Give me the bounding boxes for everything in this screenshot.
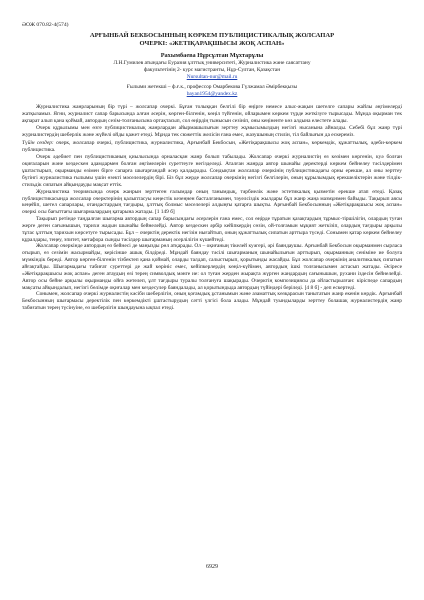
body-paragraph: Жолсапар очеркінде автордың өз бейнесі де маңызды рөл атқарады. Ол – оқиғаның тікелей куәгері, әрі баяндаушы. Арғынбай Бекбосын оқырманмен сырласа отырып, өз сезімін жасырмайды, керісінше ашық білдіреді. Мұндай баяндау тәсілі шығарманың шынайылығын арттырып, оқырманның сеніміне ие болуға мүмкіндік береді. Автор көрген-білгенін тізбектеп қана қоймай, оларды талдап, салыстырып, қорытынды жасайды. Бұл жолсапар очеркінің аналитикалық сипатын айғақтайды. Шығармадағы табиғат суреттері де жай көрініс емес, кейіпкерлердің көңіл-күйімен, автордың ішкі толғанысымен астасып жатады. Әсіресе «Жетіқарақшысы жоқ аспан» деген атаудың өзі терең символдық мәнге ие: ол туған жерден жырақта жүрген жандардың сағынышын, рухани іздесін бейнелейді. Автор осы бейне арқылы оқырманды ойға жетелеп, ұлт тағдыры туралы толғануға шақырады. Очерктің композициясы да ойластырылған: кіріспеде сапардың мақсаты айқындалып, негізгі бөлімде оқиғалар мен кездесулер баяндалады, ал қорытындыда автордың түйіндері беріледі. [4 8 б] - деп ескертеді. <box>22 243 402 291</box>
author-name: Рахымбаева Нұрсұлтан Мұхтарұлы <box>160 51 264 59</box>
keywords <box>22 140 402 154</box>
article-body <box>22 154 402 311</box>
advisor-line: Ғылыми жетекші – ф.ғ.к., профессор Омарбекова Гүлжамал Әмірбекқызы <box>126 83 298 90</box>
title-line-1: АРҒЫНБАЙ БЕКБОСЫННЫҢ КӨРКЕМ ПУБЛИЦИСТИКАЛЫҚ ЖОЛСАПАР <box>89 32 335 39</box>
page-number: 6929 <box>206 564 218 570</box>
body-paragraph: Очерк әдебиет пен публицистиканың қиылысында орналасқан жанр болып табылады. Жолсапар очеркі журналистің өз көзімен көргенін, куә болған оқиғаларын және кездескен адамдармен болған әңгімелерін суреттеуге негізделеді. Аталған жанрда автор шынайы деректерді көркем бейнелеу тәсілдерімен ұштастырып, оқырманды өзімен бірге сапарға шығарғандай әсер қалдырады. Сондықтан жолсапар очеркінің публицистикадағы орны ерекше, ал оны зерттеу бүгінгі журналистика ғылымы үшін өзекті мәселелердің бірі. Біз бұл жерде жолсапар очеркінің негізгі белгілерін, оның құрылымдық ерекшеліктерін және тілдік-стильдік сипатын айқындауды мақсат еттік. <box>22 154 402 188</box>
body-paragraph: Журналистика теориясында очерк жанрын зерттеген ғалымдар оның танымдық, тәрбиелік және эстетикалық қызметін ерекше атап өтеді. Қазақ публицистикасында жолсапар очерктерінің қалыптасуы кеңестік кезеңнен басталғанымен, тәуелсіздік жылдары бұл жанр жаңа мазмұнмен байыды. Тақырып аясы кеңейіп, шетел сапарлары, отандастардың тағдыры, ұлттық болмыс мәселелері алдыңғы қатарға шықты. Арғынбай Бекбосынның «Жетіқарақшысы жоқ аспан» очеркі осы бағыттағы шығармалардың қатарына жатады. [1 149 б] <box>22 188 402 216</box>
author-affiliation <box>22 60 402 98</box>
article-page <box>22 22 402 312</box>
advisor-email-link[interactable]: bayan1954@yandex.kz <box>186 90 238 97</box>
author-email-link[interactable]: Nursultan-nur@mail.ru <box>186 73 238 80</box>
udc-code: ӘОЖ 070.82-4(574) <box>22 22 69 28</box>
keywords-label: Түйін сөздер: <box>22 139 54 146</box>
body-paragraph: Сонымен, жолсапар очеркі журналистің кәсіби шеберлігін, оның қоғамдық ұстанымын және азаматтық көзқарасын танытатын жанр екенін көрдік. Арғынбай Бекбосынның шығармасы деректілік пен көркемдікті ұштастырудың сәтті үлгісі бола алады. Мұндай туындыларды зерттеу болашақ журналистердің жанр табиғатын терең түсінуіне, өз шеберлігін шыңдауына ықпал етеді. <box>22 291 402 312</box>
body-paragraph: Тақырып ретінде таңдалған шығарма автордың сапар барысындағы әсерлерін ғана емес, сол өңірде тұратын қазақтардың тұрмыс-тіршілігін, олардың туған жерге деген сағынышын, тарихи жадын шынайы бейнелейді. Автор кездескен әрбір кейіпкердің сөзін, ой-толғамын мұқият жеткізіп, олардың тағдыры арқылы тұтас ұлттың тарихын көрсетуге тырысады. Бұл – очерктің деректік негізін нығайтып, оның құжаттылық сипатын арттыра түседі. Сонымен қатар көркем бейнелеу құралдары, теңеу, эпитет, метафора сынды тәсілдер шығарманың әсерлілігін күшейтеді. <box>22 216 402 243</box>
article-title <box>22 32 402 49</box>
affiliation-line-1: Л.Н.Гумилев атындағы Еуразия ұлттық университеті, Журналистика және саясаттану <box>113 59 311 66</box>
abstract-paragraph: Очерк құрылымы мен өзге публицистикалық жанрлардан айырмашылығын зерттеу жұмысымыздың негізгі нысанына айналды. Себебі бұл жанр түрі журналистердің шеберлік және жүйелі ойды қажет етеді. Мұнда тек сюжеттік желісін ғана емес, жазушының стилін, тіл байлығын да ескереміз. <box>22 124 402 138</box>
title-line-2: ОЧЕРКІ: «ЖЕТІҚАРАҚШЫСЫ ЖОҚ АСПАН» <box>139 40 285 48</box>
keywords-text: очерк, жолсапар очеркі, публицистика, журналистика, Арғынбай Бекбосын, «Жетіқарақшысы жоқ аспан», көркемдік, құжаттылық, әдеби-көркем публицистика. <box>22 139 402 153</box>
abstract-paragraph: Журналистика жанрларының бір түрі – жолсапар очеркі. Бұған толыққан белгілі бір өңірге немесе алыс-жақын шетелге сапары жайлы әңгімелерді жатқызамыз. Ягни, журналист сапар барысында алған әсерін, көрген-білгенін, көңіл түйгенін, ойларымен көркем түрде жеткізуге тырысады. Мұнда оқырман тек ақпарат алып қана қоймай, автордың сезім-толғанысына ортақтасып, сол өңірдің тынысын сезініп, оны кеңіненте көз алдына елестете алады. <box>22 103 402 124</box>
abstract <box>22 104 402 139</box>
affiliation-line-2: факультетінің 2- курс магистранты, Нұр-Султан, Қазақстан <box>143 66 281 73</box>
